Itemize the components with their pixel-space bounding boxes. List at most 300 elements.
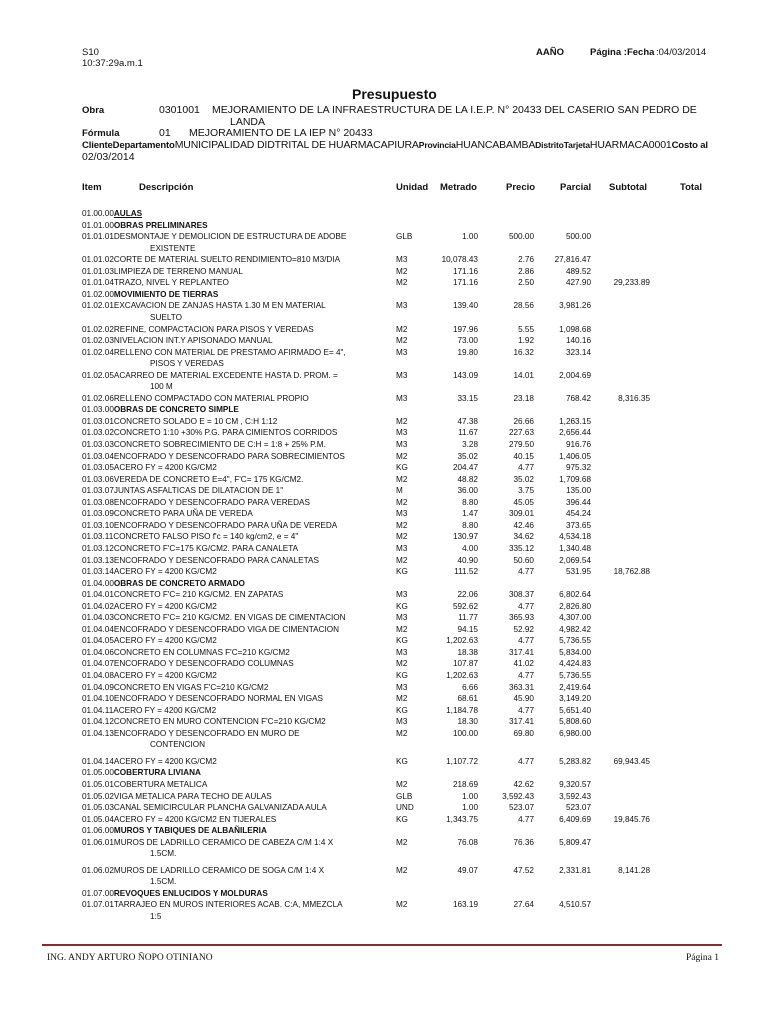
item-code: 01.03.09: [82, 509, 114, 519]
item-description: REFINE, COMPACTACION PARA PISOS Y VEREDAS: [113, 324, 314, 334]
item-description-cont: 1.5CM.: [150, 849, 177, 859]
item-cell: [82, 393, 309, 404]
precio-cell: 4.77: [518, 705, 534, 715]
parcial-cell: 523.07: [565, 803, 591, 813]
section-row: [0, 208, 768, 219]
metrado-cell: 197.96: [452, 324, 478, 334]
precio-cell: 76.36: [513, 837, 534, 847]
metrado-cell: 1.00: [462, 803, 478, 813]
precio-cell: 227.63: [508, 428, 534, 438]
metrado-cell: 592.62: [452, 601, 478, 611]
parcial-cell: 373.65: [565, 520, 591, 530]
unit-cell: M2: [396, 324, 408, 334]
section-row: [0, 888, 768, 899]
item-code: 01.03.08: [82, 497, 114, 507]
item-description: CONCRETO 1:10 +30% P.G. PARA CIMIENTOS CORRIDOS: [113, 428, 338, 438]
provincia-label: Provincia: [418, 140, 456, 150]
parcial-cell: 5,283.82: [559, 756, 591, 766]
item-cell: [82, 578, 245, 589]
table-row: [0, 705, 768, 716]
table-row: [0, 612, 768, 623]
item-cell: [82, 324, 314, 335]
precio-cell: 500.00: [508, 232, 534, 242]
item-description-cont: EXISTENTE: [150, 243, 196, 253]
item-code: 01.01.02: [82, 255, 114, 265]
parcial-cell: 396.44: [565, 497, 591, 507]
item-description: ACERO FY = 4200 KG/CM2: [113, 756, 217, 766]
col-total: Total: [680, 182, 702, 193]
item-code: 01.02.01: [82, 301, 114, 311]
precio-cell: 3,592.43: [502, 791, 534, 801]
item-cell: [82, 825, 267, 836]
unit-cell: KG: [396, 601, 408, 611]
item-cell: [82, 531, 298, 542]
provincia-value: HUANCABAMBA: [455, 139, 536, 151]
precio-cell: 23.18: [513, 393, 534, 403]
distrito-label: DistritoTarjeta: [535, 140, 590, 150]
item-cell: [82, 779, 207, 790]
parcial-cell: 4,424.83: [559, 659, 591, 669]
page-date-label: Página :Fecha: [590, 47, 655, 58]
table-row: [0, 899, 768, 910]
report-time: 10:37:29a.m.1: [82, 58, 143, 69]
metrado-cell: 1,343.75: [446, 814, 478, 824]
description-continuation: [0, 243, 768, 254]
col-unidad: Unidad: [396, 182, 429, 193]
table-row: [0, 231, 768, 242]
obra-description: MEJORAMIENTO DE LA INFRAESTRUCTURA DE LA I.E.P. N° 20433 DEL CASERIO SAN PEDRO DE: [212, 104, 697, 116]
table-row: [0, 485, 768, 496]
unit-cell: M2: [396, 266, 408, 276]
table-row: [0, 566, 768, 577]
parcial-cell: 768.42: [565, 393, 591, 403]
precio-cell: 3.75: [518, 486, 534, 496]
metrado-cell: 8.80: [462, 497, 478, 507]
item-cell: [82, 814, 276, 825]
parcial-cell: 6,980.00: [559, 728, 591, 738]
unit-cell: M2: [396, 520, 408, 530]
metrado-cell: 40.90: [457, 555, 478, 565]
precio-cell: 4.77: [518, 756, 534, 766]
parcial-cell: 3,592.43: [559, 791, 591, 801]
item-cell: [82, 601, 217, 612]
table-row: [0, 802, 768, 813]
item-description: RELLENO COMPACTADO CON MATERIAL PROPIO: [113, 393, 309, 403]
table-row: [0, 601, 768, 612]
section-row: [0, 825, 768, 836]
item-cell: [82, 647, 290, 658]
item-cell: [82, 370, 338, 381]
description-continuation: [0, 358, 768, 369]
unit-cell: KG: [396, 756, 408, 766]
table-row: [0, 254, 768, 265]
description-continuation: [0, 739, 768, 750]
unit-cell: KG: [396, 671, 408, 680]
table-row: [0, 497, 768, 508]
item-cell: [82, 347, 346, 358]
item-description-cont: CONTENCION: [150, 740, 206, 750]
item-code: 01.05.03: [82, 803, 114, 813]
distrito-value: HUARMACA0001: [589, 139, 672, 151]
precio-cell: 34.62: [513, 532, 534, 542]
item-code: 01.03.10: [82, 520, 114, 530]
item-code: 01.03.03: [82, 440, 114, 449]
unit-cell: M2: [396, 497, 408, 507]
table-row: [0, 791, 768, 802]
precio-cell: 2.50: [518, 278, 534, 288]
parcial-cell: 4,510.57: [559, 900, 591, 910]
item-description: EXCAVACION DE ZANJAS HASTA 1.30 M EN MATERIAL: [113, 301, 326, 311]
item-cell: [82, 693, 323, 704]
section-title: AULAS: [113, 209, 143, 218]
table-row: [0, 837, 768, 848]
precio-cell: 42.46: [513, 520, 534, 530]
table-row: [0, 716, 768, 727]
metrado-cell: 4.00: [462, 543, 478, 553]
item-code: 01.04.02: [82, 601, 114, 611]
parcial-cell: 5,651.40: [559, 705, 591, 715]
item-code: 01.04.14: [82, 756, 114, 766]
item-code: 01.01.00: [82, 220, 114, 230]
parcial-cell: 1,340.48: [559, 543, 591, 553]
table-row: [0, 347, 768, 358]
metrado-cell: 47.38: [457, 416, 478, 426]
precio-cell: 1.92: [518, 336, 534, 346]
section-row: [0, 220, 768, 231]
report-date: :04/03/2014: [656, 47, 707, 58]
unit-cell: KG: [396, 567, 408, 577]
parcial-cell: 975.32: [565, 463, 591, 473]
parcial-cell: 2,656.44: [559, 428, 591, 438]
item-code: 01.04.04: [82, 624, 114, 634]
item-code: 01.03.12: [82, 543, 114, 553]
parcial-cell: 2,069.54: [559, 555, 591, 565]
metrado-cell: 1.00: [462, 232, 478, 242]
precio-cell: 365.93: [508, 613, 534, 623]
item-cell: [82, 899, 343, 910]
subtotal-cell: 29,233.89: [613, 278, 650, 288]
item-code: 01.05.00: [82, 768, 114, 778]
table-row: [0, 670, 768, 681]
item-code: 01.02.00: [82, 289, 114, 299]
item-code: 01.01.04: [82, 278, 114, 288]
metrado-cell: 1.47: [462, 509, 478, 519]
item-cell: [82, 682, 268, 693]
item-code: 01.01.01: [82, 232, 114, 242]
metrado-cell: 171.16: [452, 266, 478, 276]
parcial-cell: 5,736.55: [559, 636, 591, 646]
unit-cell: M3: [396, 682, 408, 692]
item-code: 01.02.04: [82, 347, 114, 357]
item-code: 01.05.01: [82, 779, 114, 789]
item-description: CONCRETO F'C= 210 KG/CM2. EN ZAPATAS: [113, 590, 284, 600]
item-description: CONCRETO EN COLUMNAS F'C=210 KG/CM2: [113, 647, 290, 657]
precio-cell: 4.77: [518, 463, 534, 473]
client-line: [82, 139, 708, 151]
metrado-cell: 111.52: [454, 567, 478, 577]
item-description: TRAZO, NIVEL Y REPLANTEO: [113, 278, 229, 288]
item-description: ACERO FY = 4200 KG/CM2: [113, 636, 217, 646]
item-description: VEREDA DE CONCRETO E=4", F'C= 175 KG/CM2.: [113, 474, 304, 484]
item-cell: [82, 635, 217, 646]
parcial-cell: 916.76: [565, 440, 591, 449]
table-row: [0, 814, 768, 825]
unit-cell: M3: [396, 717, 408, 727]
item-description: CONCRETO F'C= 210 KG/CM2. EN VIGAS DE CIMENTACION: [113, 613, 346, 623]
item-description: ENCOFRADO Y DESENCOFRADO PARA VEREDAS: [113, 497, 310, 507]
parcial-cell: 1,709.68: [559, 474, 591, 484]
item-cell: [82, 508, 253, 519]
table-row: [0, 756, 768, 767]
item-cell: [82, 208, 142, 219]
item-description: COBERTURA METALICA: [113, 779, 208, 789]
item-cell: [82, 566, 217, 577]
metrado-cell: 218.69: [452, 779, 478, 789]
item-cell: [82, 427, 337, 438]
metrado-cell: 48.82: [457, 474, 478, 484]
description-continuation: [0, 381, 768, 392]
table-row: [0, 647, 768, 658]
metrado-cell: 76.08: [457, 837, 478, 847]
table-row: [0, 520, 768, 531]
item-code: 01.04.03: [82, 613, 114, 623]
parcial-cell: 6,409.69: [559, 814, 591, 824]
parcial-cell: 5,736.55: [559, 671, 591, 680]
precio-cell: 69.80: [513, 728, 534, 738]
parcial-cell: 1,263.15: [559, 416, 591, 426]
unit-cell: M3: [396, 613, 408, 623]
item-description: TARRAJEO EN MUROS INTERIORES ACAB. C:A, MMEZCLA: [113, 900, 343, 910]
parcial-cell: 1,098.68: [559, 324, 591, 334]
table-row: [0, 277, 768, 288]
precio-cell: 363.31: [508, 682, 534, 692]
item-cell: [82, 767, 201, 778]
item-code: 01.03.04: [82, 451, 114, 461]
item-cell: [82, 497, 310, 508]
section-title: MOVIMIENTO DE TIERRAS: [113, 289, 219, 299]
precio-cell: 50.60: [513, 555, 534, 565]
section-title: REVOQUES ENLUCIDOS Y MOLDURAS: [113, 888, 268, 898]
item-code: 01.03.07: [82, 486, 114, 496]
item-code: 01.04.01: [82, 590, 114, 600]
item-description: CONCRETO SOBRECIMIENTO DE C:H = 1:8 + 25% P.M.: [113, 440, 326, 449]
unit-cell: KG: [396, 463, 408, 473]
item-code: 01.04.10: [82, 694, 114, 704]
precio-cell: 335.12: [508, 543, 534, 553]
item-description: ACERO FY = 4200 KG/CM2: [113, 705, 217, 715]
parcial-cell: 4,307.00: [559, 613, 591, 623]
description-continuation: [0, 312, 768, 323]
item-code: 01.02.03: [82, 336, 114, 346]
item-description-cont: SUELTO: [150, 312, 183, 322]
formula-code: 01: [159, 127, 171, 139]
unit-cell: M2: [396, 900, 408, 910]
item-description: CONCRETO PARA UÑA DE VEREDA: [113, 509, 253, 519]
item-code: 01.04.07: [82, 659, 114, 669]
parcial-cell: 5,808.60: [559, 717, 591, 727]
item-code: 01.04.08: [82, 671, 114, 680]
section-row: [0, 767, 768, 778]
table-row: [0, 508, 768, 519]
subtotal-cell: 69,943.45: [613, 756, 650, 766]
unit-cell: M3: [396, 509, 408, 519]
unit-cell: M2: [396, 837, 408, 847]
metrado-cell: 107.87: [452, 659, 478, 669]
item-code: 01.04.12: [82, 717, 114, 727]
table-row: [0, 370, 768, 381]
metrado-cell: 130.97: [452, 532, 478, 542]
page-title: Presupuesto: [352, 86, 437, 102]
item-code: 01.04.06: [82, 647, 114, 657]
table-row: [0, 589, 768, 600]
table-row: [0, 266, 768, 277]
item-code: 01.06.02: [82, 865, 114, 875]
precio-cell: 40.15: [513, 451, 534, 461]
item-cell: [82, 791, 272, 802]
item-cell: [82, 231, 346, 242]
parcial-cell: 2,331.81: [559, 865, 591, 875]
parcial-cell: 427.90: [565, 278, 591, 288]
description-continuation: [0, 876, 768, 887]
table-row: [0, 393, 768, 404]
footer-author: ING. ANDY ARTURO ÑOPO OTINIANO: [47, 953, 213, 963]
table-row: [0, 728, 768, 739]
precio-cell: 26.66: [513, 416, 534, 426]
item-cell: [82, 865, 324, 876]
metrado-cell: 22.06: [457, 590, 478, 600]
item-code: 01.05.04: [82, 814, 114, 824]
item-description-cont: 1:5: [150, 912, 162, 921]
col-precio: Precio: [506, 182, 536, 193]
col-subtotal: Subtotal: [609, 182, 647, 193]
item-description: ACERO FY = 4200 KG/CM2: [113, 601, 217, 611]
metrado-cell: 10,078.43: [441, 255, 478, 265]
precio-cell: 523.07: [508, 803, 534, 813]
unit-cell: M2: [396, 474, 408, 484]
report-code: S10: [82, 47, 99, 58]
obra-code: 0301001: [159, 104, 200, 116]
item-description: JUNTAS ASFALTICAS DE DILATACION DE 1": [113, 486, 284, 496]
item-cell: [82, 888, 268, 899]
year-label: AAÑO: [536, 47, 564, 58]
obra-description-cont: LANDA: [230, 116, 266, 128]
parcial-cell: 2,004.69: [559, 370, 591, 380]
item-cell: [82, 658, 294, 669]
unit-cell: UND: [396, 803, 414, 813]
metrado-cell: 6.66: [462, 682, 478, 692]
item-cell: [82, 670, 217, 681]
unit-cell: KG: [396, 705, 408, 715]
footer-rule: [42, 944, 722, 946]
parcial-cell: 3,981.26: [559, 301, 591, 311]
precio-cell: 27.64: [513, 900, 534, 910]
metrado-cell: 1,202.63: [446, 636, 478, 646]
table-row: [0, 335, 768, 346]
table-row: [0, 865, 768, 876]
table-row: [0, 474, 768, 485]
item-cell: [82, 543, 298, 554]
item-cell: [82, 335, 273, 346]
subtotal-cell: 8,141.28: [618, 865, 650, 875]
cliente-name: MUNICIPALIDAD DIDTRITAL DE HUARMACAPIURA: [174, 139, 419, 151]
item-cell: [82, 624, 339, 635]
col-item: Item: [82, 182, 102, 193]
item-cell: [82, 266, 243, 277]
metrado-cell: 18.38: [457, 647, 478, 657]
item-description: ENCOFRADO Y DESENCOFRADO PARA CANALETAS: [113, 555, 319, 565]
parcial-cell: 135.00: [565, 486, 591, 496]
col-descripcion: Descripción: [139, 182, 194, 193]
metrado-cell: 1,184.78: [446, 705, 478, 715]
cost-date: 02/03/2014: [82, 151, 135, 163]
description-continuation: [0, 848, 768, 859]
item-cell: [82, 756, 217, 767]
item-code: 01.01.03: [82, 266, 114, 276]
section-title: COBERTURA LIVIANA: [113, 768, 201, 778]
parcial-cell: 4,982.42: [559, 624, 591, 634]
footer-page-number: Página 1: [686, 953, 719, 963]
unit-cell: GLB: [396, 232, 413, 242]
precio-cell: 317.41: [508, 717, 534, 727]
unit-cell: KG: [396, 814, 408, 824]
item-code: 01.03.06: [82, 474, 114, 484]
section-title: OBRAS DE CONCRETO ARMADO: [113, 578, 245, 588]
unit-cell: M2: [396, 865, 408, 875]
item-cell: [82, 277, 229, 288]
unit-cell: M3: [396, 393, 408, 403]
precio-cell: 47.52: [513, 865, 534, 875]
precio-cell: 279.50: [508, 440, 534, 449]
parcial-cell: 454.24: [565, 509, 591, 519]
metrado-cell: 35.02: [457, 451, 478, 461]
item-code: 01.04.13: [82, 728, 114, 738]
item-description: LIMPIEZA DE TERRENO MANUAL: [113, 266, 243, 276]
table-row: [0, 531, 768, 542]
item-code: 01.03.00: [82, 405, 114, 415]
costo-label: Costo al: [671, 140, 708, 151]
obra-label: Obra: [82, 105, 105, 116]
item-code: 01.02.02: [82, 324, 114, 334]
item-description: ENCOFRADO Y DESENCOFRADO PARA UÑA DE VEREDA: [113, 520, 338, 530]
item-description: CANAL SEMICIRCULAR PLANCHA GALVANIZADA AULA: [113, 803, 327, 813]
item-code: 01.02.06: [82, 393, 114, 403]
item-code: 01.04.09: [82, 682, 114, 692]
precio-cell: 41.02: [513, 659, 534, 669]
table-row: [0, 543, 768, 554]
parcial-cell: 323.14: [565, 347, 591, 357]
table-row: [0, 624, 768, 635]
precio-cell: 45.05: [513, 497, 534, 507]
item-code: 01.04.11: [82, 705, 114, 715]
subtotal-cell: 19,845.76: [613, 814, 650, 824]
unit-cell: M3: [396, 440, 408, 449]
precio-cell: 52.92: [513, 624, 534, 634]
table-row: [0, 779, 768, 790]
unit-cell: KG: [396, 636, 408, 646]
precio-cell: 14.01: [513, 370, 534, 380]
metrado-cell: 143.09: [452, 370, 478, 380]
section-title: MUROS Y TABIQUES DE ALBAÑILERIA: [113, 826, 267, 836]
section-row: [0, 578, 768, 589]
metrado-cell: 8.80: [462, 520, 478, 530]
table-row: [0, 451, 768, 462]
metrado-cell: 3.28: [462, 440, 478, 449]
unit-cell: M3: [396, 543, 408, 553]
metrado-cell: 94.15: [457, 624, 478, 634]
formula-label: Fórmula: [82, 128, 120, 139]
table-row: [0, 300, 768, 311]
table-row: [0, 635, 768, 646]
